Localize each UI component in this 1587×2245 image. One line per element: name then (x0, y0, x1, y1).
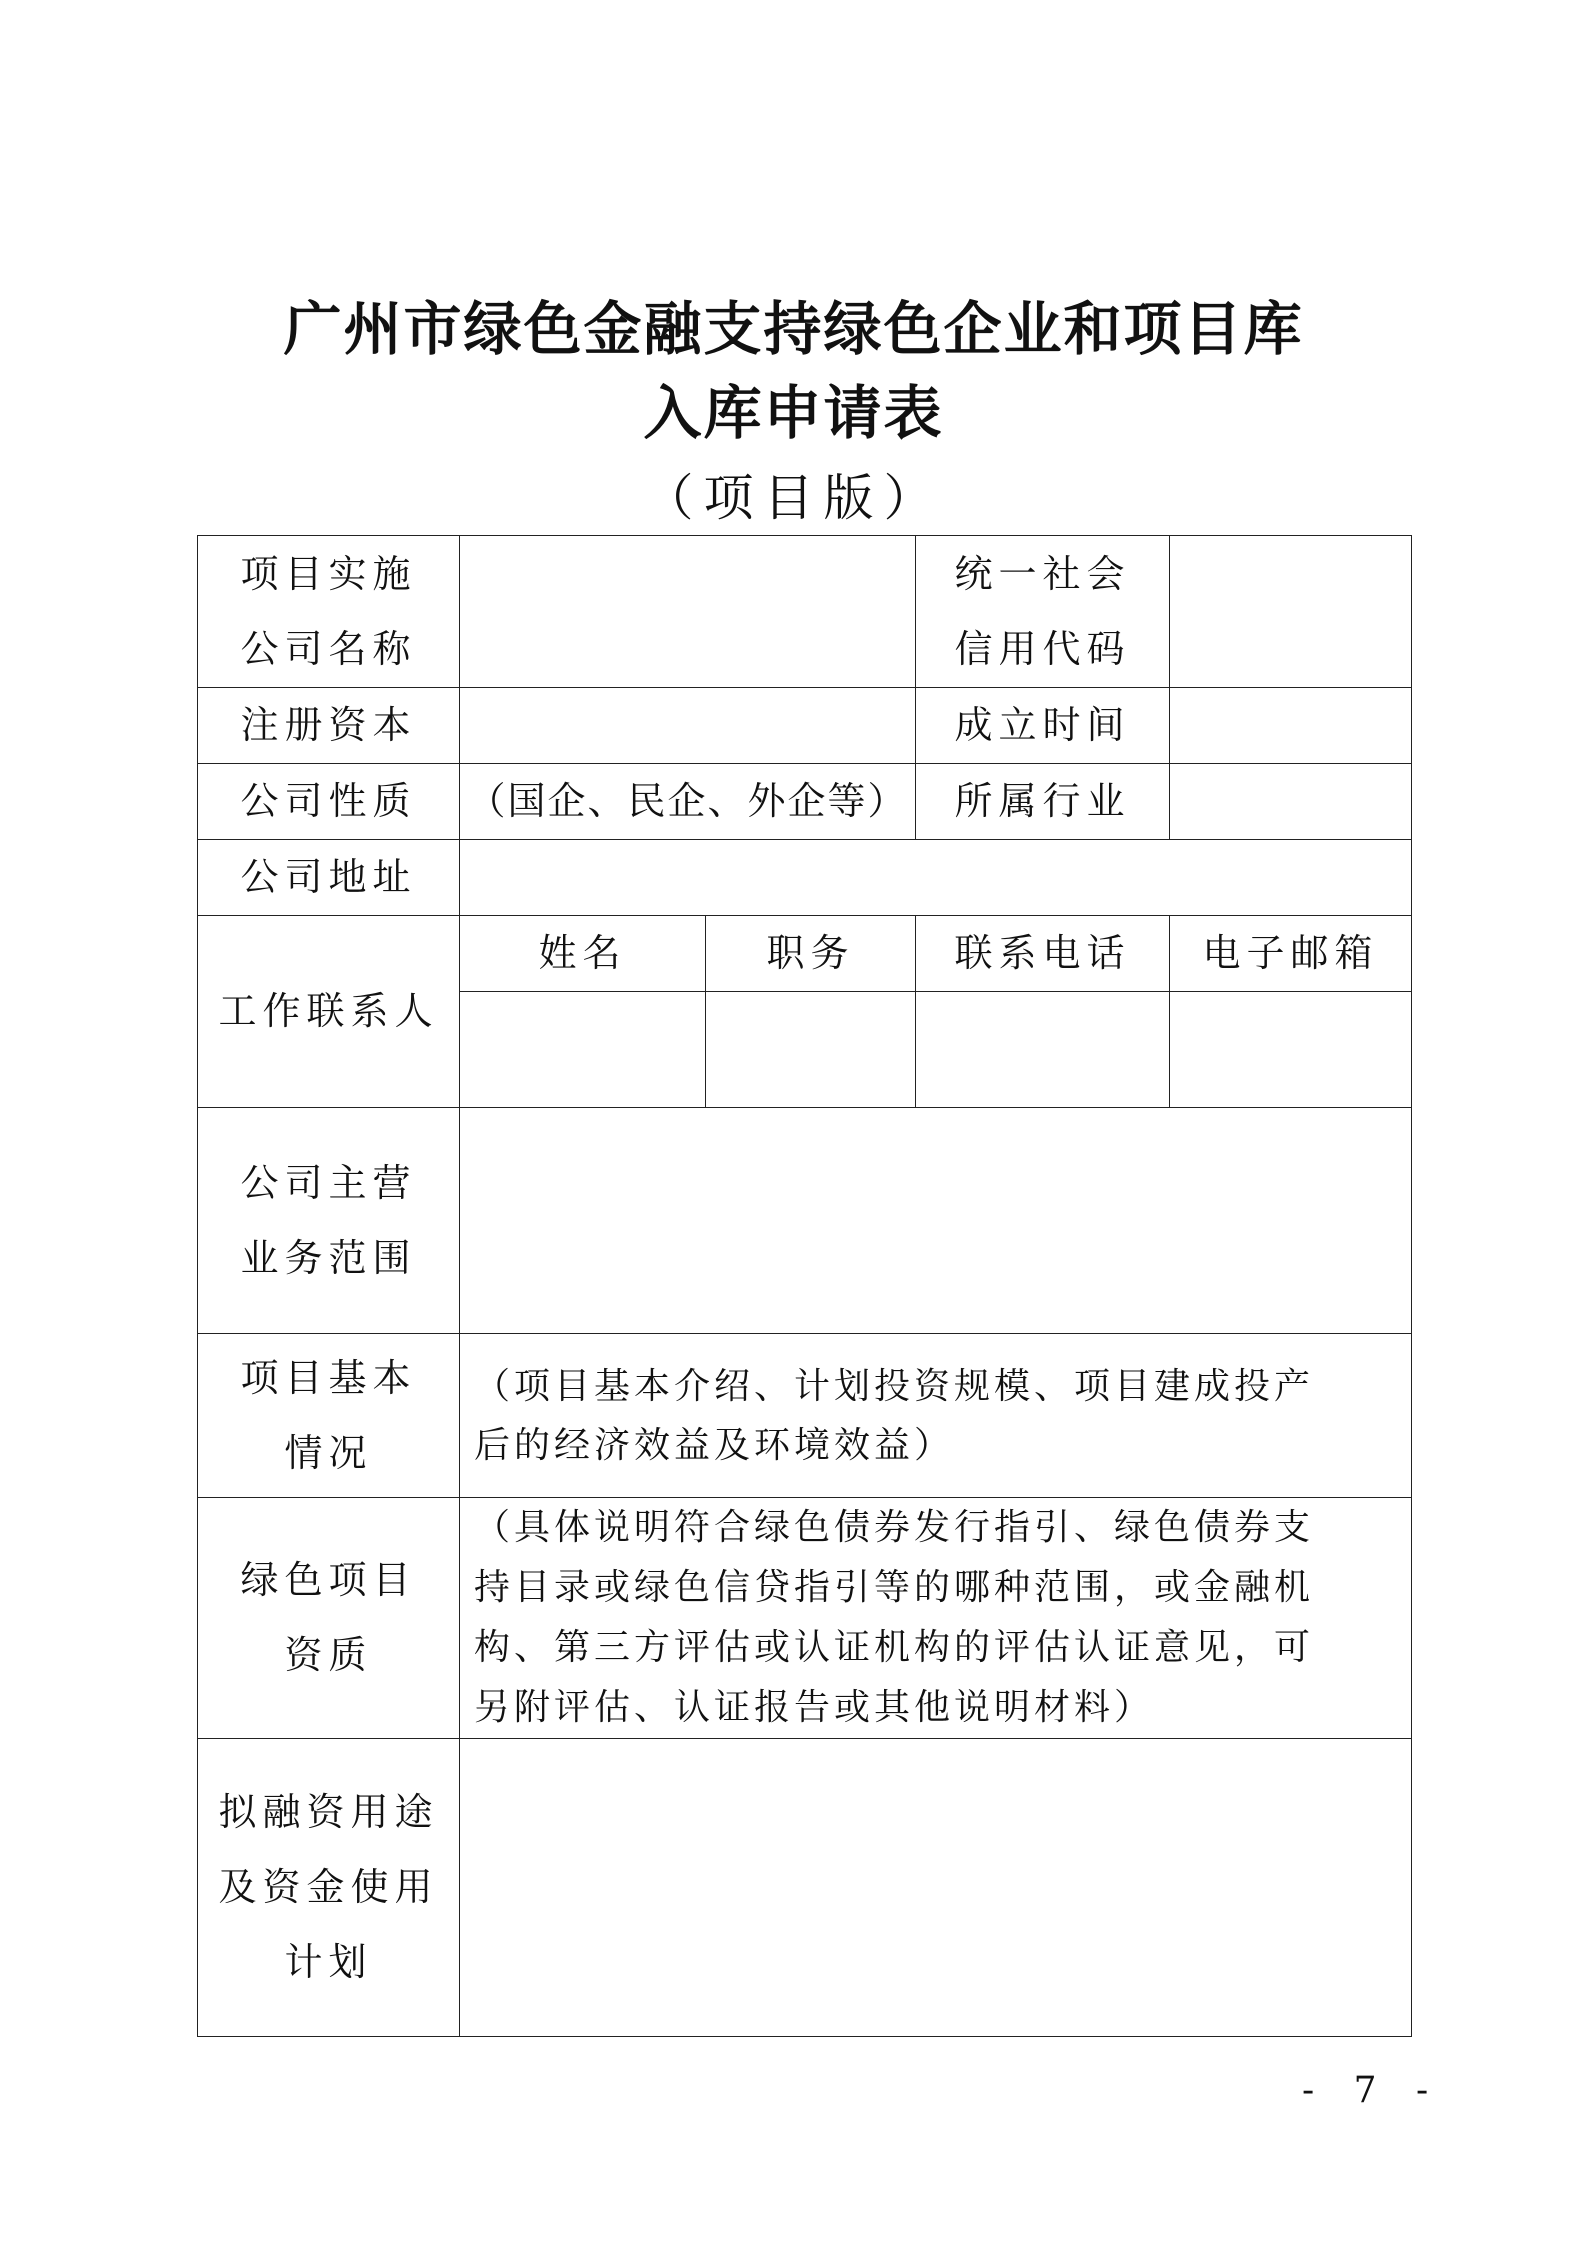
business-scope-field[interactable] (460, 1108, 1412, 1334)
row-green-qualification (198, 1498, 1412, 1739)
credit-code-label: 统一社会 信用代码 (916, 536, 1170, 688)
green-qualification-label: 绿色项目 资质 (198, 1498, 460, 1739)
contact-phone-header: 联系电话 (916, 916, 1170, 992)
contact-phone-field[interactable] (916, 992, 1170, 1108)
contact-email-field[interactable] (1170, 992, 1412, 1108)
company-name-label: 项目实施 公司名称 (198, 536, 460, 688)
industry-field[interactable] (1170, 764, 1412, 840)
row-business-scope (198, 1108, 1412, 1334)
project-basic-field[interactable] (460, 1334, 1412, 1498)
form-subtitle: （项目版） (643, 469, 944, 527)
funding-plan-field[interactable] (460, 1739, 1412, 2037)
page-number: - 7 - (1302, 2070, 1443, 2111)
credit-code-field[interactable] (1170, 536, 1412, 688)
contact-name-header: 姓名 (460, 916, 706, 992)
project-basic-label: 项目基本 情况 (198, 1334, 460, 1498)
contact-title-header: 职务 (706, 916, 916, 992)
industry-label: 所属行业 (916, 764, 1170, 840)
address-label: 公司地址 (198, 840, 460, 916)
company-type-hint: （国企、民企、外企等） (467, 779, 908, 823)
green-qual-hint-line: （具体说明符合绿色债券发行指引、绿色债券支 (474, 1507, 1315, 1548)
green-qual-hint-line: 构、第三方评估或认证机构的评估认证意见，可 (474, 1627, 1315, 1668)
company-type-field[interactable] (460, 764, 916, 840)
funding-plan-label: 拟融资用途 及资金使用 计划 (198, 1739, 460, 2037)
green-qual-hint-line: 另附评估、认证报告或其他说明材料） (474, 1687, 1155, 1728)
row-funding-plan (198, 1739, 1412, 2037)
contact-label: 工作联系人 (198, 916, 460, 1108)
form-title: 广州市绿色金融支持绿色企业和项目库 (283, 295, 1304, 363)
row-registered-capital (198, 688, 1412, 764)
contact-email-header: 电子邮箱 (1170, 916, 1412, 992)
contact-title-field[interactable] (706, 992, 916, 1108)
address-field[interactable] (460, 840, 1412, 916)
project-basic-hint-line: 后的经济效益及环境效益） (474, 1424, 955, 1466)
green-qual-hint-line: 持目录或绿色信贷指引等的哪种范围，或金融机 (474, 1567, 1315, 1608)
green-qualification-field[interactable] (460, 1498, 1412, 1739)
business-scope-label: 公司主营 业务范围 (198, 1108, 460, 1334)
contact-name-field[interactable] (460, 992, 706, 1108)
application-form-table (197, 535, 1412, 2037)
row-project-basic (198, 1334, 1412, 1498)
row-contact-header (198, 916, 1412, 992)
project-basic-hint-line: （项目基本介绍、计划投资规模、项目建成投产 (474, 1365, 1315, 1407)
company-name-field[interactable] (460, 536, 916, 688)
founded-label: 成立时间 (916, 688, 1170, 764)
row-company-name (198, 536, 1412, 688)
row-address (198, 840, 1412, 916)
registered-capital-field[interactable] (460, 688, 916, 764)
row-company-type (198, 764, 1412, 840)
company-type-label: 公司性质 (198, 764, 460, 840)
founded-field[interactable] (1170, 688, 1412, 764)
form-title-line2: 入库申请表 (643, 379, 944, 447)
registered-capital-label: 注册资本 (198, 688, 460, 764)
